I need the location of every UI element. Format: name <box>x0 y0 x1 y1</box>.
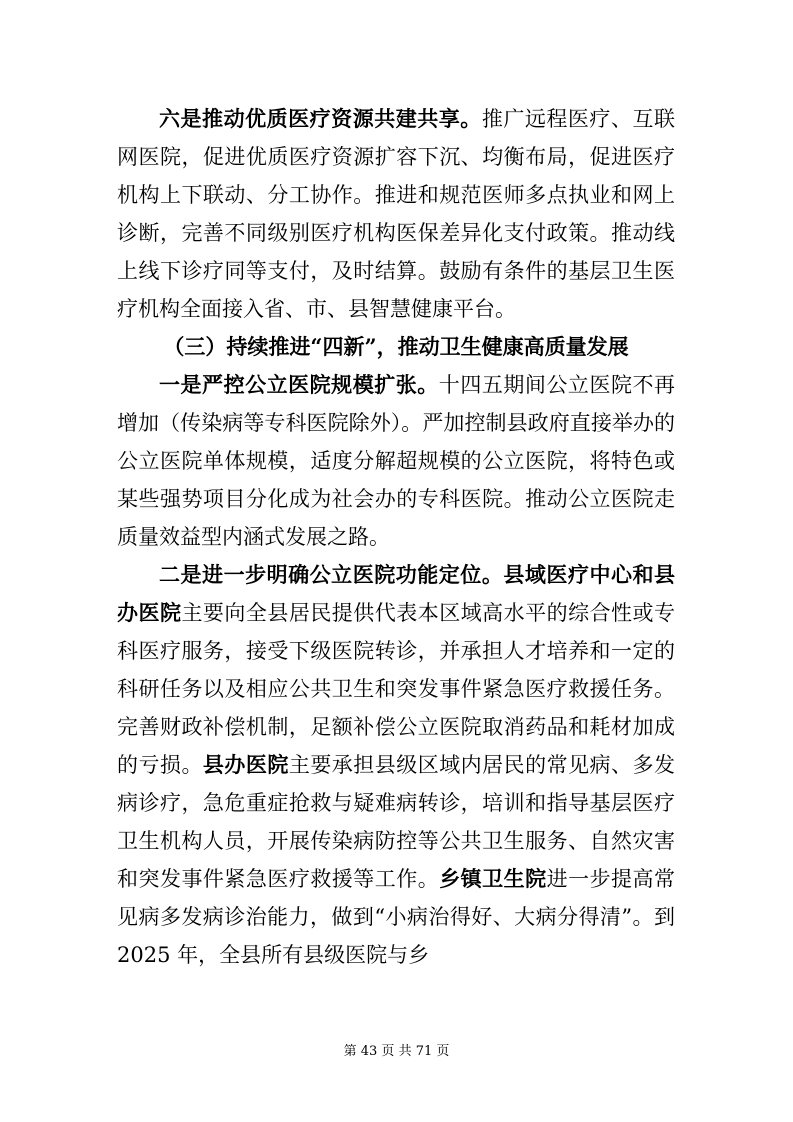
paragraph-3-term-2: 县办医院 <box>202 752 289 777</box>
paragraph-3-heading: 二是进一步明确公立医院功能定位。 <box>159 562 504 587</box>
paragraph-3-text-1: 主要向全县居民提供代表本区域高水平的综合性或专科医疗服务，接受下级医院转诊，并承担人才培养和一定的科研任务以及相应公共卫生和突发事件紧急医疗救援任务。完善财政补偿机制，足额补偿公立医院取消药品和耗材加成的亏损。 <box>117 601 676 777</box>
paragraph-3-text-2: 主要承担县级区域内居民的常见病、多发病诊疗，急危重症抢救与疑难病转诊，培训和指导基层医疗卫生机构人员，开展传染病防控等公共卫生服务、自然灾害和突发事件紧急医疗救援等工作。 <box>117 753 676 891</box>
paragraph-2-text: 十四五期间公立医院不再增加（传染病等专科医院除外）。严加控制县政府直接举办的公立医院单体规模，适度分解超规模的公立医院，将特色或某些强势项目分化成为社会办的专科医院。推动公立医院走质量效益型内涵式发展之路。 <box>117 373 676 549</box>
paragraph-1 <box>117 100 675 328</box>
paragraph-3-text-3: 进一步提高常见病多发病诊治能力，做到“小病治得好、大病分得清”。到 2025 年，全县所有县级医院与乡 <box>117 867 676 967</box>
paragraph-1-heading: 六是推动优质医疗资源共建共享。 <box>159 106 482 131</box>
paragraph-3-term-1: 县域医疗中心和县办医院 <box>117 562 676 625</box>
paragraph-1-text: 推广远程医疗、互联网医院，促进优质医疗资源扩容下沉、均衡布局，促进医疗机构上下联动、分工协作。推进和规范医师多点执业和网上诊断，完善不同级别医疗机构医保差异化支付政策。推动线上线下诊疗同等支付，及时结算。鼓励有条件的基层卫生医疗机构全面接入省、市、县智慧健康平台。 <box>117 107 676 321</box>
document-body <box>117 100 675 974</box>
paragraph-2-heading: 一是严控公立医院规模扩张。 <box>159 372 439 397</box>
paragraph-3 <box>117 556 675 974</box>
paragraph-2 <box>117 366 675 556</box>
page-footer: 第 43 页 共 71 页 <box>343 1044 450 1059</box>
section-title: （三）持续推进“四新”，推动卫生健康高质量发展 <box>163 334 629 359</box>
paragraph-3-term-3: 乡镇卫生院 <box>439 866 547 891</box>
